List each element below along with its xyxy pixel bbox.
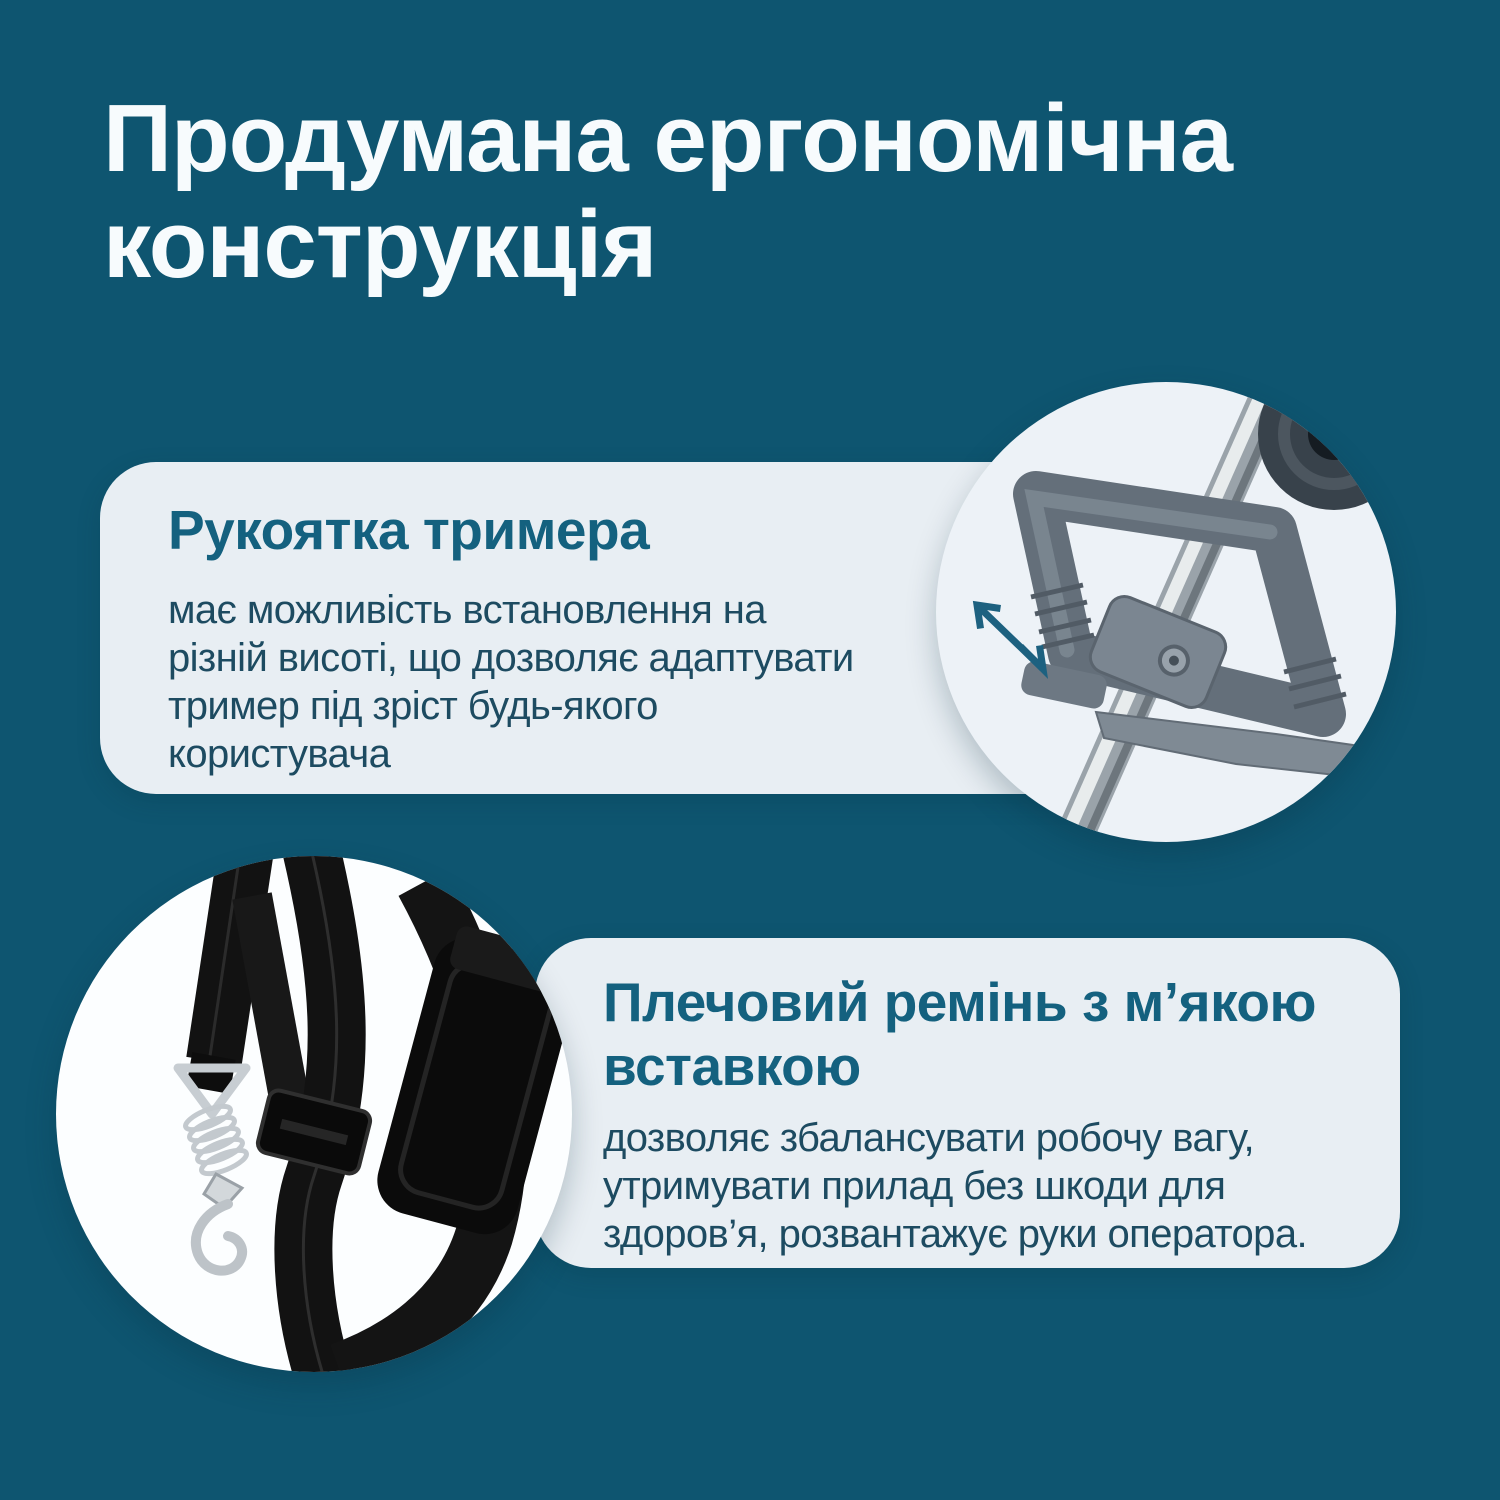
strap-card-heading-line-2: вставкою xyxy=(603,1035,861,1097)
feature-card-strap xyxy=(535,938,1400,1268)
handle-card-body-line: має можливість встановлення на xyxy=(168,588,766,632)
strap-card-body-line: дозволяє збалансувати робочу вагу, xyxy=(603,1116,1254,1160)
strap-hook-webbing xyxy=(208,856,248,1090)
handle-card-body-line: тример під зріст будь-якого xyxy=(168,684,658,728)
handle-card-body-line: користувача xyxy=(168,732,391,776)
strap-card-body-line: здоров’я, розвантажує руки оператора. xyxy=(603,1212,1307,1256)
steel-shaft xyxy=(1057,382,1295,842)
strap-return-webbing xyxy=(252,896,292,1114)
strap-card-heading-line-1: Плечовий ремінь з м’якою xyxy=(603,971,1316,1033)
handle-card-heading: Рукоятка тримера xyxy=(168,499,650,561)
handle-card-body-line: різній висоті, що дозволяє адаптувати xyxy=(168,636,854,680)
feature-card-strap-content xyxy=(603,970,1316,1258)
trimmer-handle-photo xyxy=(936,382,1396,842)
shoulder-pad xyxy=(370,921,572,1242)
feature-card-handle-content xyxy=(168,498,854,778)
shoulder-strap-photo xyxy=(56,856,572,1372)
shoulder-strap-illustration xyxy=(56,856,572,1372)
trimmer-handle-illustration xyxy=(936,382,1396,842)
title-line-2: конструкція xyxy=(103,191,657,298)
page-title xyxy=(103,86,1232,298)
spring-hook xyxy=(178,1068,249,1271)
height-adjust-arrow-icon xyxy=(977,605,1043,669)
title-line-1: Продумана ергономічна xyxy=(103,85,1232,192)
strap-card-body-line: утримувати прилад без шкоди для xyxy=(603,1164,1226,1208)
